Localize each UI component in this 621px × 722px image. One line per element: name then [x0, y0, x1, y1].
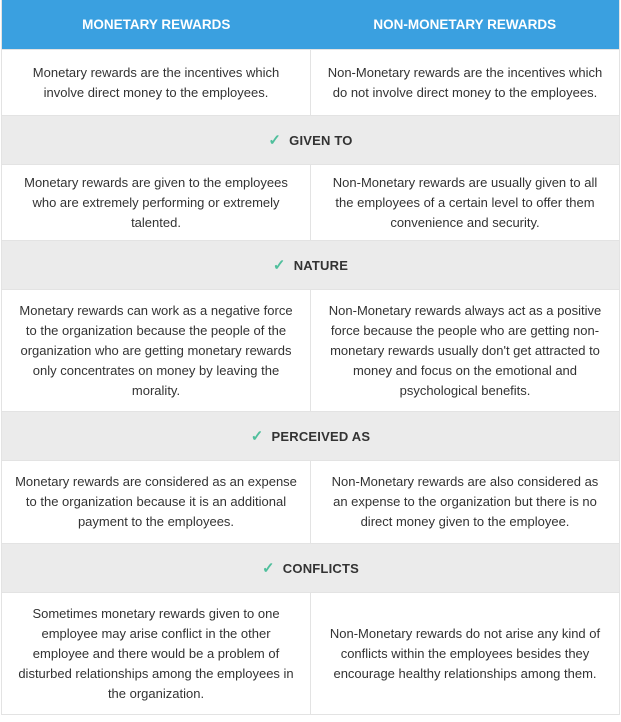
given-to-non-monetary: Non-Monetary rewards are usually given to all the employees of a certain level to offer them convenience and security. — [310, 165, 619, 240]
section-title: NATURE — [293, 257, 349, 273]
section-nature — [2, 240, 619, 289]
intro-row — [2, 49, 619, 115]
nature-non-monetary: Non-Monetary rewards always act as a positive force because the people who are getting non-monetary rewards usually don't get attracted to money and focus on the emotional and psychological benefits. — [310, 290, 619, 411]
perceived-as-row — [2, 460, 619, 543]
given-to-monetary: Monetary rewards are given to the employees who are extremely performing or extremely talented. — [24, 174, 288, 230]
section-title: CONFLICTS — [282, 560, 359, 576]
nature-monetary: Monetary rewards can work as a negative force to the organization because the people of the organization who are getting monetary rewards only concentrates on money by leaving the morality. — [19, 302, 293, 398]
section-given-to — [2, 115, 619, 164]
intro-monetary: Monetary rewards are the incentives which involve direct money to the employees. — [32, 64, 280, 100]
conflicts-monetary: Sometimes monetary rewards given to one employee may arise conflict in the other employee and there would be a problem of disturbed relationships among the employees in the organization. — [18, 605, 294, 701]
header-non-monetary: NON-MONETARY REWARDS — [373, 17, 557, 32]
section-conflicts — [2, 543, 619, 592]
check-icon: ✓ — [268, 132, 282, 149]
intro-non-monetary: Non-Monetary rewards are the incentives which do not involve direct money to the employees. — [310, 50, 619, 115]
section-title: PERCEIVED AS — [271, 428, 371, 444]
table-header — [2, 0, 619, 49]
comparison-table — [1, 0, 620, 715]
perceived-as-monetary: Monetary rewards are considered as an expense to the organization because it is an additional payment to the employees. — [15, 474, 297, 529]
check-icon: ✓ — [272, 257, 286, 274]
given-to-row — [2, 164, 619, 240]
header-monetary: MONETARY REWARDS — [82, 17, 231, 32]
nature-row — [2, 289, 619, 411]
section-perceived-as — [2, 411, 619, 460]
check-icon: ✓ — [250, 428, 264, 445]
check-icon: ✓ — [262, 560, 275, 577]
conflicts-row — [2, 592, 619, 714]
perceived-as-non-monetary: Non-Monetary rewards are also considered as an expense to the organization but there is no direct money given to the employee. — [310, 461, 619, 543]
conflicts-non-monetary: Non-Monetary rewards do not arise any kind of conflicts within the employees besides they encourage healthy relationships among them. — [310, 593, 619, 714]
section-title: GIVEN TO — [289, 132, 353, 148]
